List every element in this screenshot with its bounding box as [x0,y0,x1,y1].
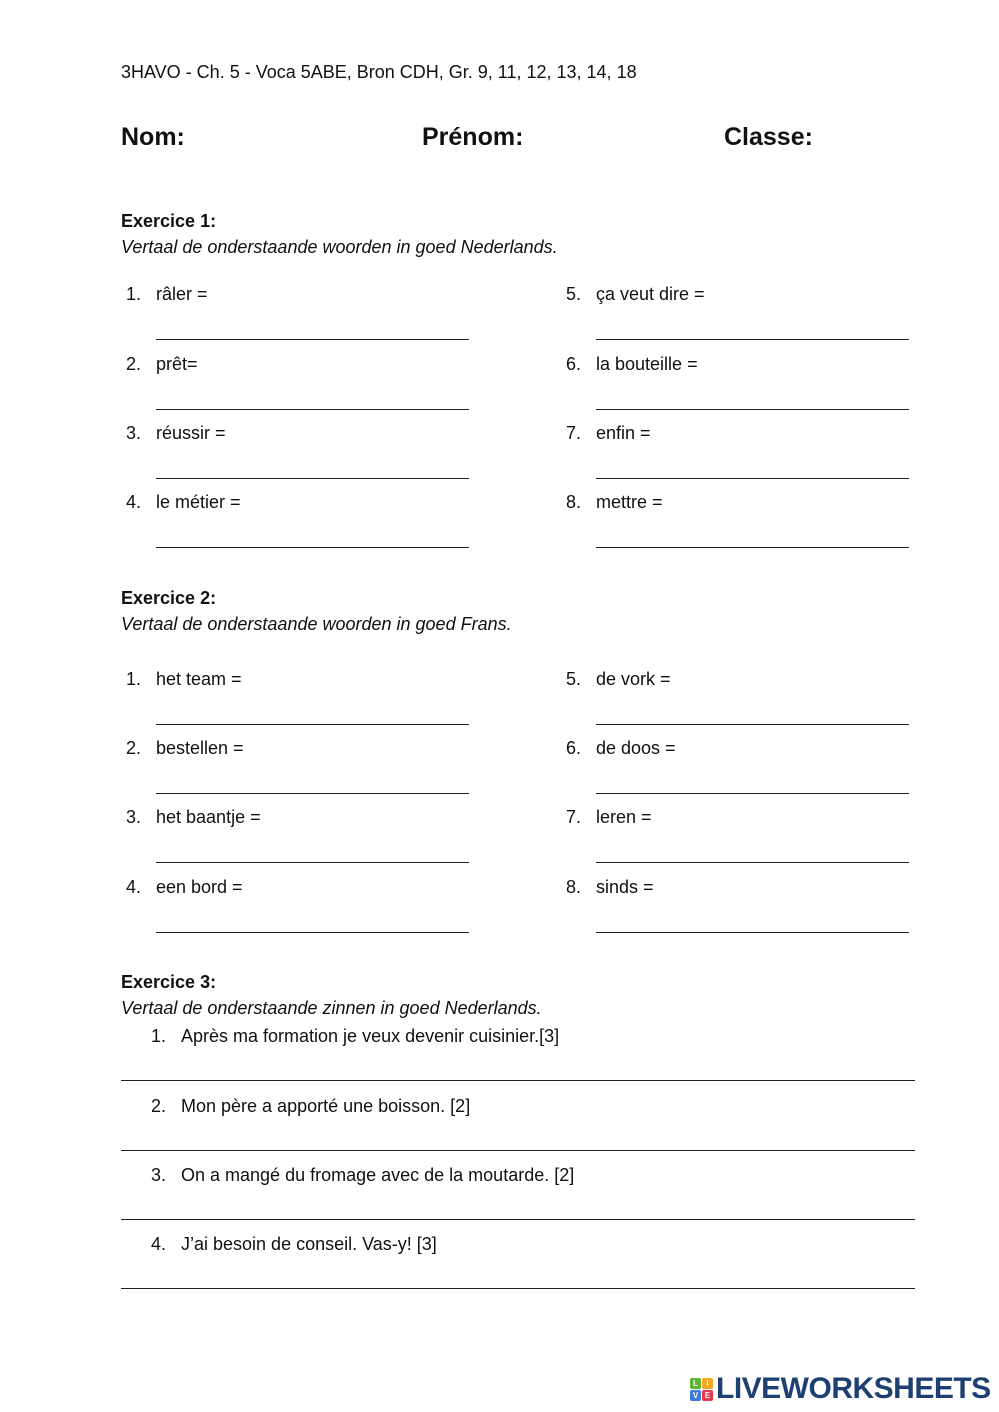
logo-tile: E [702,1390,713,1401]
prenom-label: Prénom: [422,123,524,151]
item-prompt: de doos = [596,738,676,758]
exercise-instruction: Vertaal de onderstaande zinnen in goed Nederlands. [121,998,542,1018]
worksheet-header: 3HAVO - Ch. 5 - Voca 5ABE, Bron CDH, Gr. 9, 11, 12, 13, 14, 18 [121,62,637,82]
logo-tiles-icon [690,1378,713,1401]
answer-line[interactable] [596,793,909,794]
item-number: 2. [126,354,142,374]
item-prompt: Mon père a apporté une boisson. [2] [181,1096,471,1116]
answer-line[interactable] [596,478,909,479]
answer-line[interactable] [596,409,909,410]
item-number: 7. [566,423,582,443]
item-number: 6. [566,738,582,758]
item-prompt: mettre = [596,492,663,512]
item-number: 1. [126,669,142,689]
item-prompt: enfin = [596,423,651,443]
exercise-instruction: Vertaal de onderstaande woorden in goed Nederlands. [121,237,558,257]
item-number: 3. [126,807,142,827]
answer-line[interactable] [156,793,469,794]
item-prompt: bestellen = [156,738,244,758]
item-number: 5. [566,284,582,304]
item-number: 5. [566,669,582,689]
item-number: 7. [566,807,582,827]
item-number: 1. [126,284,142,304]
exercise-title: Exercice 2: [121,588,217,608]
nom-label: Nom: [121,123,185,151]
item-prompt: een bord = [156,877,243,897]
item-prompt: J’ai besoin de conseil. Vas-y! [3] [181,1234,437,1254]
answer-line[interactable] [596,932,909,933]
item-number: 3. [126,423,142,443]
answer-line[interactable] [121,1288,915,1289]
item-prompt: leren = [596,807,652,827]
logo-text: LIVEWORKSHEETS [716,1372,991,1405]
item-number: 1. [151,1026,167,1046]
exercise-title: Exercice 3: [121,972,217,992]
item-number: 4. [151,1234,167,1254]
answer-line[interactable] [156,339,469,340]
item-prompt: On a mangé du fromage avec de la moutarde. [2] [181,1165,575,1185]
answer-line[interactable] [596,862,909,863]
logo-tile: V [690,1390,701,1401]
item-number: 8. [566,492,582,512]
answer-line[interactable] [156,932,469,933]
item-number: 4. [126,492,142,512]
logo-tile: I [702,1378,713,1389]
item-prompt: réussir = [156,423,226,443]
item-prompt: ça veut dire = [596,284,705,304]
item-prompt: le métier = [156,492,241,512]
classe-label: Classe: [724,123,813,151]
answer-line[interactable] [596,724,909,725]
item-number: 3. [151,1165,167,1185]
item-prompt: het baantje = [156,807,261,827]
item-prompt: Après ma formation je veux devenir cuisinier.[3] [181,1026,560,1046]
answer-line[interactable] [121,1219,915,1220]
answer-line[interactable] [156,862,469,863]
item-prompt: prêt= [156,354,198,374]
answer-line[interactable] [156,724,469,725]
item-number: 8. [566,877,582,897]
liveworksheets-logo [690,1372,991,1406]
answer-line[interactable] [156,478,469,479]
answer-line[interactable] [156,547,469,548]
item-number: 4. [126,877,142,897]
answer-line[interactable] [596,339,909,340]
item-prompt: de vork = [596,669,671,689]
item-prompt: râler = [156,284,208,304]
answer-line[interactable] [121,1080,915,1081]
item-prompt: het team = [156,669,242,689]
item-prompt: la bouteille = [596,354,698,374]
item-number: 2. [126,738,142,758]
item-prompt: sinds = [596,877,654,897]
logo-tile: L [690,1378,701,1389]
answer-line[interactable] [596,547,909,548]
exercise-title: Exercice 1: [121,211,217,231]
answer-line[interactable] [121,1150,915,1151]
answer-line[interactable] [156,409,469,410]
item-number: 6. [566,354,582,374]
item-number: 2. [151,1096,167,1116]
exercise-instruction: Vertaal de onderstaande woorden in goed Frans. [121,614,512,634]
